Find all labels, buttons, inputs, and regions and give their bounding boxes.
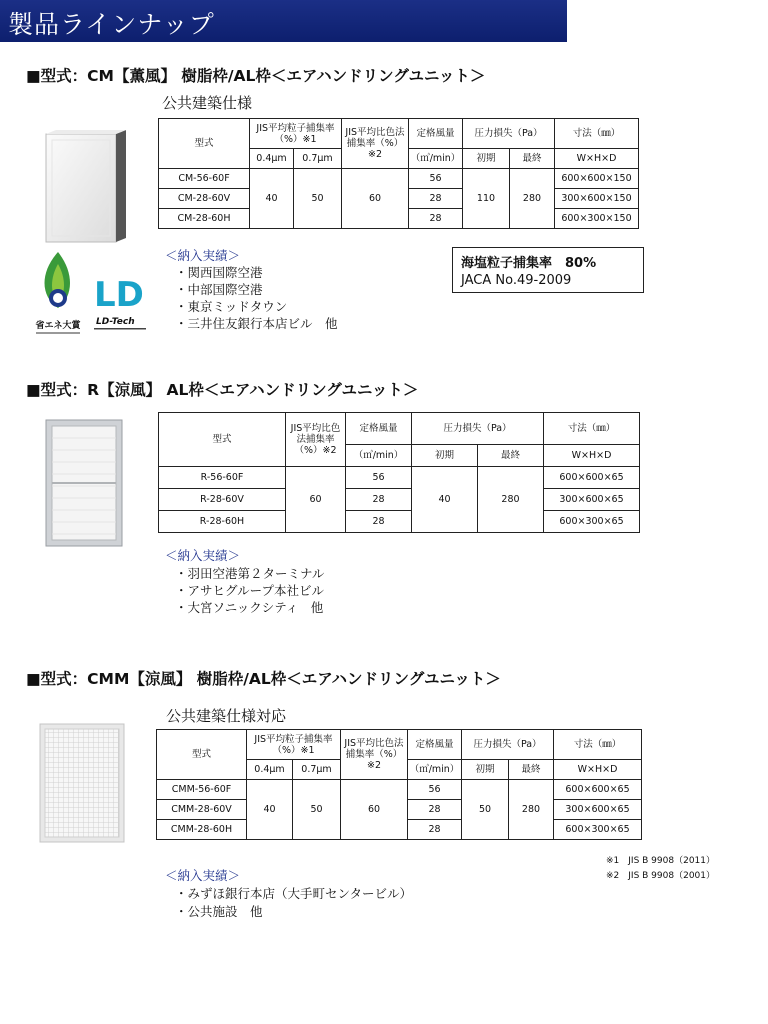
section-subheading-cm: 公共建築仕様 bbox=[162, 94, 253, 112]
cell-dims: 600×300×65 bbox=[554, 820, 642, 840]
cell-dims: 300×600×65 bbox=[554, 800, 642, 820]
table-row-model: CM-28-60V bbox=[159, 189, 250, 209]
references-title: ＜納入実績＞ bbox=[165, 248, 241, 263]
header-banner bbox=[0, 0, 567, 42]
cell-airflow: 28 bbox=[409, 209, 463, 229]
section-subheading-cmm: 公共建築仕様対応 bbox=[166, 707, 287, 725]
reference-item: ・大宮ソニックシティ 他 bbox=[175, 600, 324, 615]
col-size-04: 0.4μm bbox=[250, 149, 294, 169]
cell-dims: 600×300×150 bbox=[555, 209, 639, 229]
cell-airflow: 28 bbox=[408, 800, 462, 820]
footnote: ※2 JIS B 9908（2001） bbox=[606, 871, 715, 881]
col-pressure: 圧力損失（Pa） bbox=[412, 413, 544, 445]
reference-item: ・羽田空港第２ターミナル bbox=[175, 566, 325, 581]
table-row-model: CMM-28-60V bbox=[157, 800, 247, 820]
col-airflow-unit: （㎥/min） bbox=[409, 149, 463, 169]
col-pressure: 圧力損失（Pa） bbox=[462, 730, 554, 760]
table-row-model: CMM-56-60F bbox=[157, 780, 247, 800]
col-dims-sub: W×H×D bbox=[544, 445, 640, 467]
col-dims: 寸法（㎜） bbox=[555, 119, 639, 149]
cell-initial: 110 bbox=[463, 169, 510, 229]
cell-dims: 600×600×65 bbox=[554, 780, 642, 800]
reference-item: ・みずほ銀行本店（大手町センタービル） bbox=[175, 886, 413, 901]
table-row-model: CM-28-60H bbox=[159, 209, 250, 229]
col-model: 型式 bbox=[159, 119, 250, 169]
table-row-model: CM-56-60F bbox=[159, 169, 250, 189]
col-jis-color: JIS平均比色法捕集率（%）※2 bbox=[341, 730, 408, 780]
col-jis-color: JIS平均比色法捕集率（%）※2 bbox=[342, 119, 409, 169]
ld-mark-text: LD bbox=[94, 275, 144, 315]
cell-final: 280 bbox=[509, 780, 554, 840]
col-airflow-unit: （㎥/min） bbox=[346, 445, 412, 467]
col-airflow-unit: （㎥/min） bbox=[408, 760, 462, 780]
page-title: 製品ラインナップ bbox=[8, 10, 215, 39]
cell-eff-04: 40 bbox=[247, 780, 293, 840]
cell-eff-04: 40 bbox=[250, 169, 294, 229]
award-logo-text: 省エネ大賞 bbox=[35, 321, 81, 331]
reference-item: ・公共施設 他 bbox=[175, 904, 263, 919]
cm-filter-image bbox=[40, 128, 130, 246]
cell-color: 60 bbox=[286, 467, 346, 533]
cmm-filter-image bbox=[38, 722, 126, 844]
col-dims-sub: W×H×D bbox=[554, 760, 642, 780]
cmm-spec-table bbox=[156, 729, 642, 840]
cell-dims: 300×600×150 bbox=[555, 189, 639, 209]
references-title: ＜納入実績＞ bbox=[165, 868, 241, 883]
col-jis-particle: JIS平均粒子捕集率（%）※1 bbox=[250, 119, 342, 149]
cell-color: 60 bbox=[341, 780, 408, 840]
award-logo bbox=[30, 246, 90, 341]
cell-dims: 600×600×150 bbox=[555, 169, 639, 189]
salt-particle-note-box bbox=[452, 247, 644, 293]
col-size-07: 0.7μm bbox=[294, 149, 342, 169]
table-row-model: R-28-60H bbox=[159, 511, 286, 533]
col-airflow: 定格風量 bbox=[408, 730, 462, 760]
cell-airflow: 28 bbox=[346, 489, 412, 511]
col-final: 最終 bbox=[510, 149, 555, 169]
col-jis-particle: JIS平均粒子捕集率（%）※1 bbox=[247, 730, 341, 760]
cell-final: 280 bbox=[478, 467, 544, 533]
reference-item: ・三井住友銀行本店ビル 他 bbox=[175, 316, 338, 331]
cell-eff-07: 50 bbox=[293, 780, 341, 840]
section-heading-cmm: ■型式：CMM【涼風】 樹脂枠/AL枠＜エアハンドリングユニット＞ bbox=[26, 670, 501, 688]
reference-item: ・中部国際空港 bbox=[175, 282, 263, 297]
col-initial: 初期 bbox=[463, 149, 510, 169]
note-line-2: JACA No.49-2009 bbox=[461, 273, 572, 288]
references-title: ＜納入実績＞ bbox=[165, 548, 241, 563]
col-final: 最終 bbox=[509, 760, 554, 780]
r-spec-table bbox=[158, 412, 640, 533]
cell-airflow: 56 bbox=[346, 467, 412, 489]
col-jis-color: JIS平均比色法捕集率（%）※2 bbox=[286, 413, 346, 467]
col-model: 型式 bbox=[159, 413, 286, 467]
reference-item: ・関西国際空港 bbox=[175, 265, 263, 280]
cm-spec-table bbox=[158, 118, 639, 229]
section-heading-r: ■型式：R【涼風】 AL枠＜エアハンドリングユニット＞ bbox=[26, 381, 419, 399]
cell-dims: 600×600×65 bbox=[544, 467, 640, 489]
cell-dims: 600×300×65 bbox=[544, 511, 640, 533]
cell-initial: 50 bbox=[462, 780, 509, 840]
cell-final: 280 bbox=[510, 169, 555, 229]
reference-item: ・東京ミッドタウン bbox=[175, 299, 288, 314]
cell-airflow: 28 bbox=[408, 820, 462, 840]
col-airflow: 定格風量 bbox=[346, 413, 412, 445]
reference-item: ・アサヒグループ本社ビル bbox=[175, 583, 325, 598]
cell-airflow: 56 bbox=[408, 780, 462, 800]
r-filter-image bbox=[44, 418, 124, 548]
section-heading-cm: ■型式：CM【薫風】 樹脂枠/AL枠＜エアハンドリングユニット＞ bbox=[26, 67, 486, 85]
ld-tech-logo bbox=[92, 268, 156, 338]
table-row-model: R-56-60F bbox=[159, 467, 286, 489]
col-pressure: 圧力損失（Pa） bbox=[463, 119, 555, 149]
cell-airflow: 28 bbox=[346, 511, 412, 533]
cell-initial: 40 bbox=[412, 467, 478, 533]
col-dims: 寸法（㎜） bbox=[554, 730, 642, 760]
cell-airflow: 56 bbox=[409, 169, 463, 189]
cell-eff-07: 50 bbox=[294, 169, 342, 229]
col-size-07: 0.7μm bbox=[293, 760, 341, 780]
col-size-04: 0.4μm bbox=[247, 760, 293, 780]
cell-color: 60 bbox=[342, 169, 409, 229]
note-line-1: 海塩粒子捕集率 80% bbox=[461, 256, 597, 271]
cell-airflow: 28 bbox=[409, 189, 463, 209]
col-final: 最終 bbox=[478, 445, 544, 467]
col-dims-sub: W×H×D bbox=[555, 149, 639, 169]
table-row-model: R-28-60V bbox=[159, 489, 286, 511]
col-initial: 初期 bbox=[412, 445, 478, 467]
ld-tech-text: LD-Tech bbox=[96, 317, 135, 327]
col-initial: 初期 bbox=[462, 760, 509, 780]
footnote: ※1 JIS B 9908（2011） bbox=[606, 856, 715, 866]
table-row-model: CMM-28-60H bbox=[157, 820, 247, 840]
col-model: 型式 bbox=[157, 730, 247, 780]
cell-dims: 300×600×65 bbox=[544, 489, 640, 511]
col-dims: 寸法（㎜） bbox=[544, 413, 640, 445]
col-airflow: 定格風量 bbox=[409, 119, 463, 149]
